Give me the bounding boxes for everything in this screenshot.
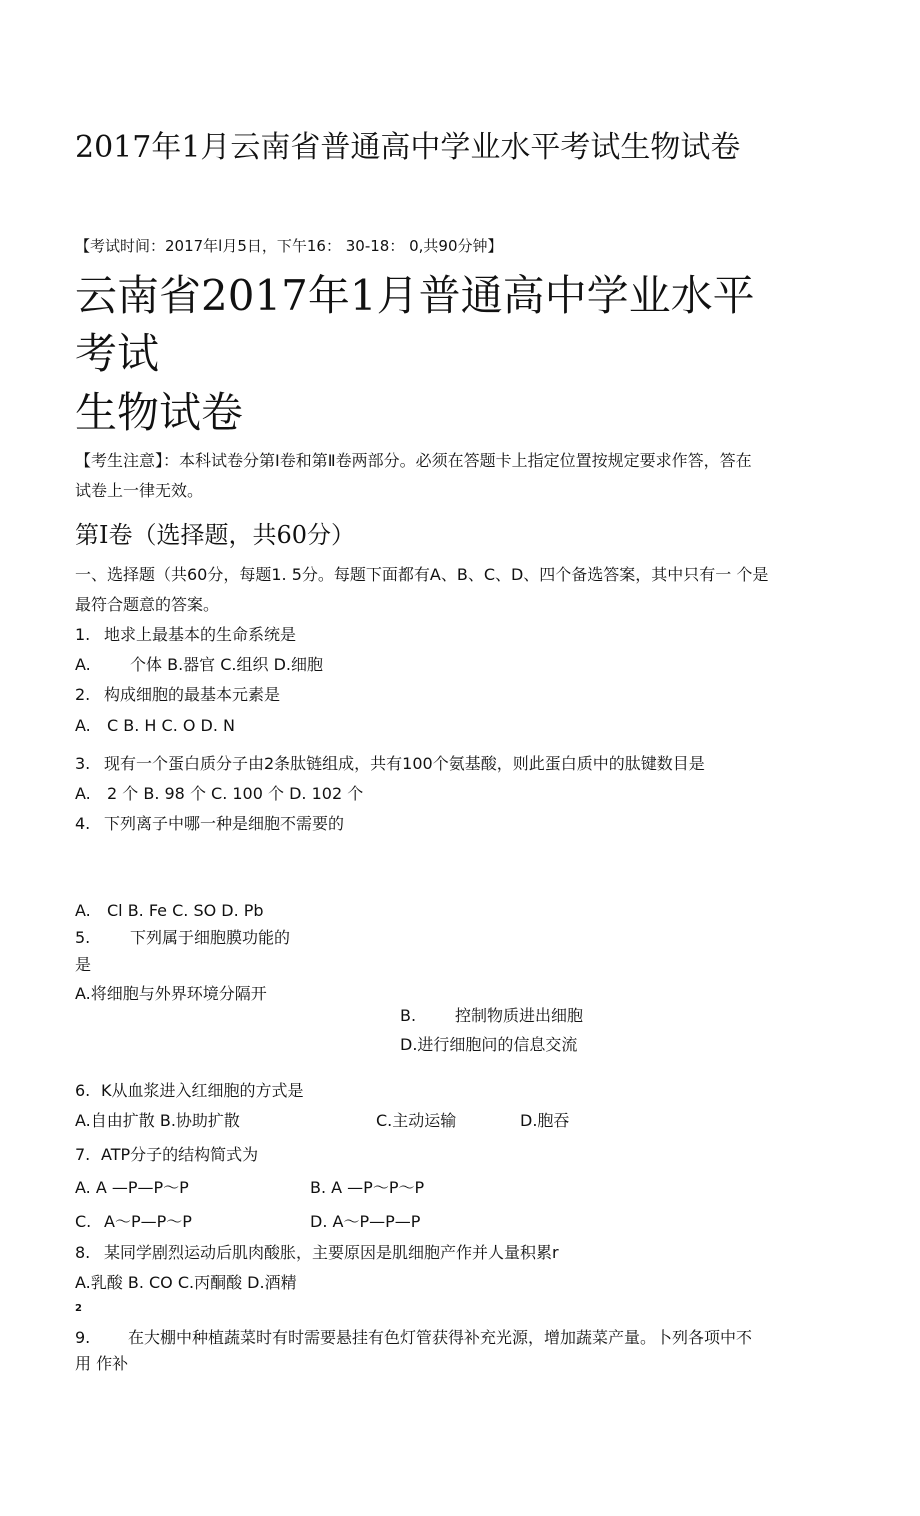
option-a: A. A —P—P〜P (75, 1178, 189, 1197)
question-options: A.乳酸 B. CO C.丙酮酸 D.酒精 (75, 1273, 297, 1292)
question-number: 3. (75, 754, 91, 773)
option-c-label: C. (75, 1212, 92, 1231)
question-number: 4. (75, 814, 91, 833)
option-c: A〜P—P〜P (104, 1212, 192, 1231)
top-title: 2017年1月云南省普通高中学业水平考试生物试卷 (75, 130, 741, 165)
option-b-label: B. (400, 1006, 417, 1025)
question-number: 8. (75, 1243, 91, 1262)
question-stem-line2: 用 作补 (75, 1354, 129, 1373)
option-b: 控制物质进出细胞 (455, 1006, 584, 1025)
question-options: 个体 B.器官 C.组织 D.细胞 (130, 655, 323, 674)
big-title-line3: 生物试卷 (75, 388, 244, 437)
question-stem-continued: 是 (75, 955, 92, 974)
question-stem: K从血浆进入红细胞的方式是 (101, 1081, 304, 1100)
question-number: 1. (75, 625, 91, 644)
notice-line2: 试卷上一律无效。 (75, 481, 204, 500)
section-intro-line2: 最符合题意的答案。 (75, 595, 220, 614)
question-stem: 构成细胞的最基本元素是 (104, 685, 281, 704)
question-number: 6. (75, 1081, 91, 1100)
question-stem: 地求上最基本的生命系统是 (104, 625, 297, 644)
question-stem: ATP分子的结构简式为 (101, 1145, 259, 1164)
option-d: D.进行细胞问的信息交流 (400, 1035, 578, 1054)
section-intro-line1: 一、选择题（共60分，每题1. 5分。每题下面都有A、B、C、D、四个备选答案，其中只有一 个是 (75, 565, 769, 584)
question-stem: 下列属于细胞膜功能的 (130, 928, 291, 947)
option-label: A. (75, 901, 91, 920)
question-stem: 现有一个蛋白质分子由2条肽链组成，共有100个氨基酸，则此蛋白质中的肽键数目是 (104, 754, 705, 773)
question-number: 5. (75, 928, 91, 947)
subscript-note: 2 (75, 1303, 82, 1314)
option-label: A. (75, 655, 91, 674)
exam-time: 【考试时间：2017年l月5日，下午16： 30-18： 0,共90分钟】 (75, 237, 503, 255)
question-options: 2 个 B. 98 个 C. 100 个 D. 102 个 (107, 784, 364, 803)
option-ab: A.自由扩散 B.协助扩散 (75, 1111, 240, 1130)
question-options: C B. H C. O D. N (107, 716, 236, 735)
option-c: C.主动运输 (376, 1111, 457, 1130)
option-label: A. (75, 716, 91, 735)
option-label: A. (75, 784, 91, 803)
option-d: D.胞吞 (520, 1111, 570, 1130)
notice-line1: 【考生注意】：本科试卷分第Ⅰ卷和第Ⅱ卷两部分。必须在答题卡上指定位置按规定要求作答，答在 (75, 451, 752, 470)
question-stem-line1: 在大棚中种植蔬菜时有时需要悬挂有色灯管获得补充光源，增加蔬菜产量。卜列各项中不 (128, 1328, 753, 1347)
question-stem: 下列离子中哪一种是细胞不需要的 (104, 814, 345, 833)
big-title-line2: 考试 (75, 329, 160, 378)
section-heading: 第Ⅰ卷（选择题，共60分） (75, 521, 356, 549)
question-number: 9. (75, 1328, 91, 1347)
option-a: A.将细胞与外界环境分隔开 (75, 984, 267, 1003)
option-b: B. A —P〜P〜P (310, 1178, 425, 1197)
option-d: D. A〜P—P—P (310, 1212, 421, 1231)
question-stem: 某同学剧烈运动后肌肉酸胀，主要原因是肌细胞产作并人量积累r (104, 1243, 559, 1262)
big-title-line1: 云南省2017年1月普通高中学业水平 (75, 271, 755, 320)
question-number: 7. (75, 1145, 91, 1164)
question-number: 2. (75, 685, 91, 704)
question-options: Cl B. Fe C. SO D. Pb (107, 901, 264, 920)
